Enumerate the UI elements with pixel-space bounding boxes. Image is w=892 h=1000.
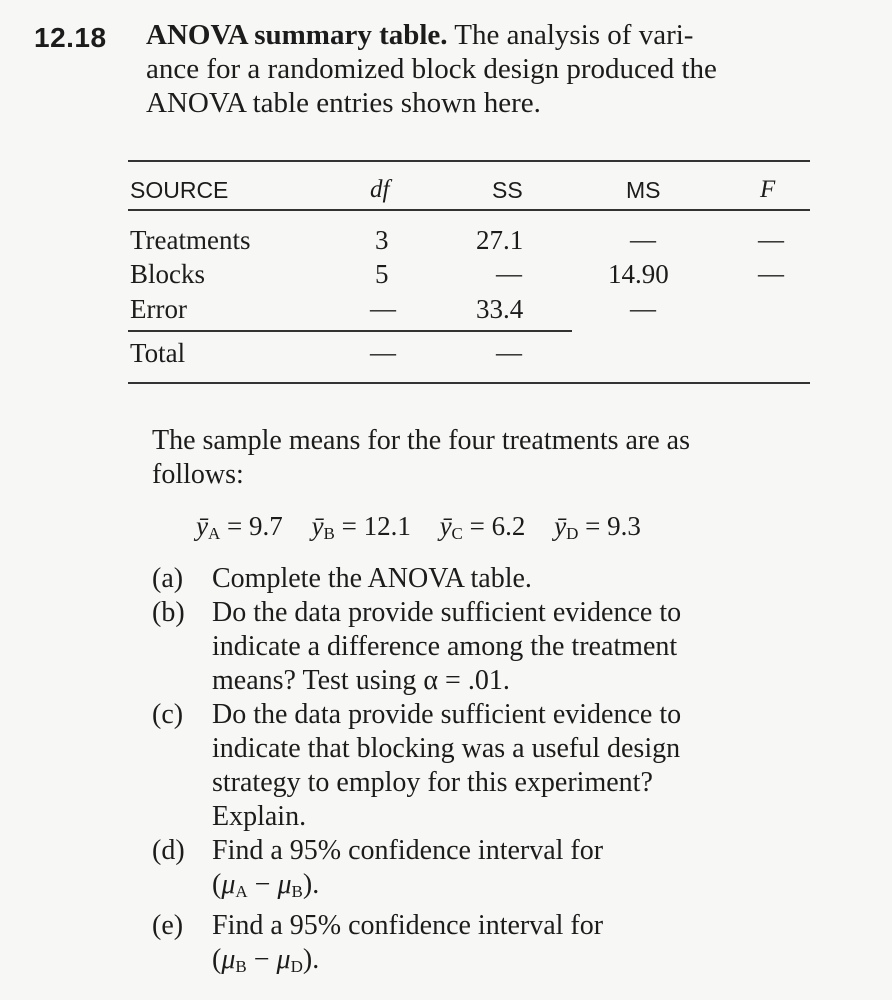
question-c (152, 698, 842, 834)
question-d (152, 834, 842, 909)
question-list (152, 562, 842, 984)
interval-e-b: D (290, 957, 303, 976)
row-blocks-f: — (758, 259, 784, 288)
question-c-line-3: strategy to employ for this experiment? (212, 767, 653, 798)
question-c-label: (c) (152, 699, 184, 730)
header-ms: MS (626, 177, 661, 203)
sample-means-line-1: The sample means for the four treatments are as (152, 425, 691, 456)
question-b-text (212, 596, 842, 698)
mean-b: $ȳ_B = 12.1$ (311, 511, 411, 543)
question-a (152, 562, 842, 596)
intro-line-3: ANOVA table entries shown here. (146, 87, 541, 119)
mean-d: $ȳ_D = 9.3$ (554, 511, 641, 543)
row-total-source: Total (130, 338, 186, 368)
row-blocks-ss: — (496, 259, 522, 288)
mean-d-label: D (566, 524, 579, 543)
sample-means-line-2: follows: (152, 459, 244, 490)
question-a-label: (a) (152, 563, 184, 594)
row-treatments-source: Treatments (130, 225, 251, 255)
mean-c: $ȳ_C = 6.2$ (439, 511, 526, 543)
table-bottom-rule (128, 382, 810, 384)
header-f: F (760, 176, 776, 203)
question-c-line-1: Do the data provide sufficient evidence to (212, 699, 682, 730)
mean-a: $ȳ_A = 9.7$ (196, 511, 283, 543)
row-error-df: — (370, 294, 396, 323)
question-e-interval: $(\mu_B - \mu_D)$. (212, 944, 320, 976)
mean-a-value: 9.7 (249, 511, 283, 541)
question-b-label: (b) (152, 597, 185, 628)
row-total-ss: — (496, 338, 522, 367)
question-e-line-1: Find a 95% confidence interval for (212, 910, 604, 941)
problem-number: 12.18 (34, 22, 107, 53)
mean-d-value: 9.3 (607, 511, 641, 541)
problem-intro (146, 18, 836, 120)
interval-d-b: B (291, 882, 303, 901)
header-source: SOURCE (130, 177, 229, 203)
mean-c-value: 6.2 (491, 511, 526, 541)
row-treatments-f: — (758, 225, 784, 254)
table-header-rule (128, 209, 810, 211)
question-a-text: Complete the ANOVA table. (212, 563, 532, 594)
interval-d-a: A (235, 882, 248, 901)
row-error-source: Error (130, 294, 187, 324)
question-b (152, 596, 842, 698)
question-b-line-2: indicate a difference among the treatment (212, 631, 678, 662)
row-error-ss: 33.4 (476, 294, 524, 324)
question-c-text (212, 698, 842, 834)
question-b-line-1: Do the data provide sufficient evidence to (212, 597, 682, 628)
problem-title: ANOVA summary table. (146, 19, 448, 51)
intro-line-2: ance for a randomized block design produced the (146, 53, 717, 85)
treatment-means (196, 510, 663, 550)
header-ss: SS (492, 177, 523, 203)
question-c-line-4: Explain. (212, 801, 307, 832)
question-c-line-2: indicate that blocking was a useful design (212, 733, 681, 764)
row-treatments-df: 3 (375, 225, 389, 255)
table-subtotal-rule (128, 330, 572, 332)
row-blocks-ms: 14.90 (608, 259, 669, 289)
row-blocks-source: Blocks (130, 259, 206, 289)
sample-means-text (152, 424, 832, 492)
question-d-text (212, 834, 842, 909)
mean-a-label: A (207, 524, 221, 543)
intro-line-1: The analysis of vari- (454, 19, 694, 51)
question-d-line-1: Find a 95% confidence interval for (212, 835, 604, 866)
row-error-ms: — (630, 294, 656, 323)
question-e-text (212, 909, 842, 984)
row-treatments-ss: 27.1 (476, 225, 524, 255)
question-b-line-3: means? Test using α = .01. (212, 665, 510, 696)
question-d-label: (d) (152, 835, 185, 866)
question-d-interval: $(\mu_A - \mu_B)$. (212, 869, 320, 901)
question-e-label: (e) (152, 910, 184, 941)
interval-e-a: B (235, 957, 247, 976)
mean-b-label: B (323, 524, 335, 543)
row-blocks-df: 5 (375, 259, 389, 289)
row-treatments-ms: — (630, 225, 656, 254)
table-top-rule (128, 160, 810, 162)
header-df: df (370, 176, 390, 203)
mean-b-value: 12.1 (363, 511, 411, 541)
question-e (152, 909, 842, 984)
mean-c-label: C (451, 524, 463, 543)
row-total-df: — (370, 338, 396, 367)
